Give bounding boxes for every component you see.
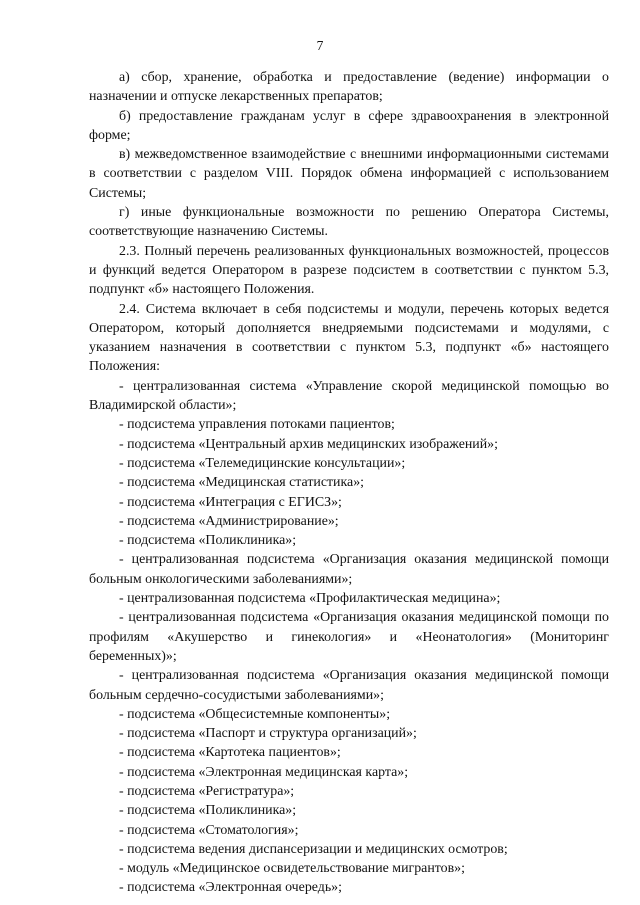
subsystem-item: - централизованная подсистема «Организация оказания медицинской помощи по профилям «Акушерство и гинекология» и «Неонатология» (Мониторинг беременных)»; — [89, 610, 609, 664]
subsystem-item: - подсистема «Телемедицинские консультации»; — [119, 455, 406, 471]
list-item-g: г) иные функциональные возможности по решению Оператора Системы, соответствующие назначению Системы. — [89, 205, 609, 240]
subsystem-item: - подсистема «Паспорт и структура организаций»; — [119, 726, 417, 742]
subsystem-item: - централизованная система «Управление скорой медицинской помощью во Владимирской области»; — [89, 378, 609, 414]
subsystem-item: - подсистема «Электронная очередь»; — [119, 880, 342, 896]
list-item-a: а) сбор, хранение, обработка и предоставление (ведение) информации о назначении и отпуске лекарственных препаратов; — [89, 70, 609, 105]
subsystem-item: - подсистема «Общесистемные компоненты»; — [119, 706, 391, 722]
subsystem-item: - подсистема «Поликлиника»; — [119, 533, 297, 549]
subsystem-item: - подсистема ведения диспансеризации и медицинских осмотров; — [119, 841, 508, 857]
subsystem-item: - подсистема «Стоматология»; — [119, 822, 299, 838]
subsystem-item: - централизованная подсистема «Организация оказания медицинской помощи больным сердечно-сосудистыми заболеваниями»; — [89, 668, 609, 703]
subsystem-item: - модуль «Медицинское освидетельствование мигрантов»; — [119, 861, 465, 877]
subsystem-item: - централизованная подсистема «Профилактическая медицина»; — [119, 591, 501, 607]
subsystem-item: - подсистема «Регистратура»; — [119, 783, 295, 799]
subsystem-item: - подсистема «Центральный архив медицинских изображений»; — [119, 436, 498, 452]
subsystem-item: - подсистема «Электронная медицинская карта»; — [119, 764, 409, 780]
list-item-b: б) предоставление гражданам услуг в сфере здравоохранения в электронной форме; — [89, 108, 609, 143]
paragraph-2-3: 2.3. Полный перечень реализованных функциональных возможностей, процессов и функций ведется Оператором в разрезе подсистем в соответствии с пунктом 5.3, подпункт «б» настоящего Положения. — [89, 243, 609, 298]
document-body — [89, 68, 609, 898]
subsystem-item: - подсистема «Поликлиника»; — [119, 803, 297, 819]
subsystem-item: - подсистема «Интеграция с ЕГИСЗ»; — [119, 494, 342, 510]
subsystem-item: - подсистема «Медицинская статистика»; — [119, 475, 364, 491]
subsystem-item: - подсистема управления потоками пациентов; — [119, 417, 395, 433]
subsystem-item: - подсистема «Администрирование»; — [119, 513, 339, 529]
page-number: 7 — [316, 38, 324, 53]
subsystem-item: - централизованная подсистема «Организация оказания медицинской помощи больным онкологическими заболеваниями»; — [89, 552, 609, 587]
list-item-v: в) межведомственное взаимодействие с внешними информационными системами в соответствии с разделом VIII. Порядок обмена информацией с использованием Системы; — [89, 147, 609, 201]
subsystem-item: - подсистема «Картотека пациентов»; — [119, 745, 341, 761]
paragraph-2-4: 2.4. Система включает в себя подсистемы и модули, перечень которых ведется Оператором, который дополняется внедряемыми подсистемами и модулями, с указанием назначения в соответствии с пунктом 5.3, подпункт «б» настоящего Положения: — [89, 301, 609, 375]
